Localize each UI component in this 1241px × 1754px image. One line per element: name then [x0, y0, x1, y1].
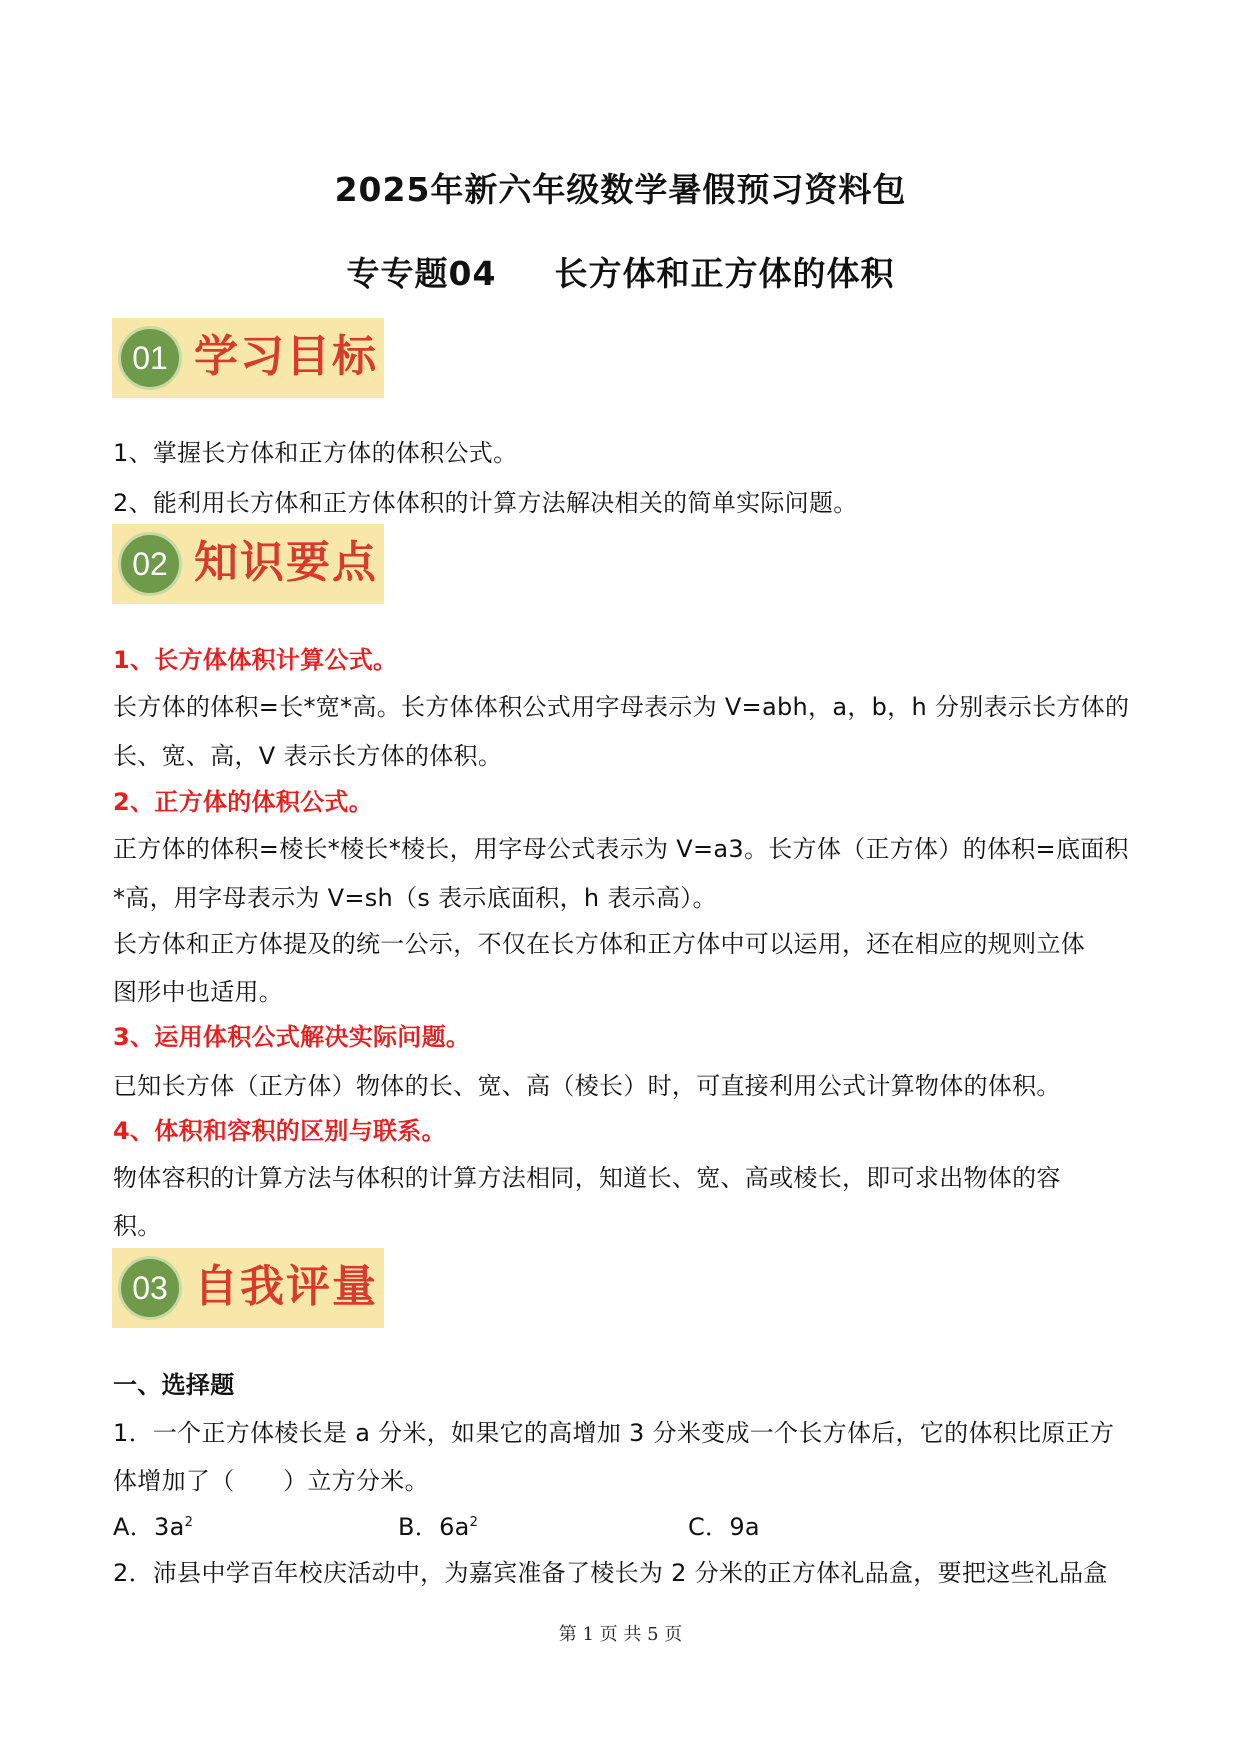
point-text: 已知长方体（正方体）物体的长、宽、高（棱长）时，可直接利用公式计算物体的体积。 — [113, 1072, 1061, 1100]
document-subtitle — [0, 248, 1241, 295]
option-c[interactable]: C．9a — [688, 1513, 760, 1541]
point-text: *高，用字母表示为 V=sh（s 表示底面积，h 表示高）。 — [113, 884, 717, 912]
point-heading: 2、正方体的体积公式。 — [113, 788, 373, 816]
point-text: 正方体的体积=棱长*棱长*棱长，用字母公式表示为 V=a3。长方体（正方体）的体积=底面积 — [113, 835, 1129, 863]
point-text: 长、宽、高，V 表示长方体的体积。 — [113, 742, 503, 770]
point-text: 积。 — [113, 1212, 162, 1240]
option-a[interactable]: A．$3a^2$ — [113, 1513, 194, 1541]
section-header-goals — [112, 318, 384, 398]
section-number-badge: 03 — [118, 1256, 182, 1320]
topic-title: 长方体和正方体的体积 — [554, 254, 895, 293]
section-header-self-assessment — [112, 1248, 384, 1328]
question-2-text: 2．沛县中学百年校庆活动中，为嘉宾准备了棱长为 2 分米的正方体礼品盒，要把这些礼品盒 — [113, 1559, 1108, 1587]
point-text: 图形中也适用。 — [113, 978, 284, 1006]
point-text: 长方体的体积=长*宽*高。长方体体积公式用字母表示为 V=abh，a，b，h 分别表示长方体的 — [113, 693, 1130, 721]
goal-item: 1、掌握长方体和正方体的体积公式。 — [113, 439, 518, 467]
option-b[interactable]: B．$6a^2$ — [398, 1513, 479, 1541]
exercise-heading: 一、选择题 — [113, 1371, 235, 1399]
point-heading: 1、长方体体积计算公式。 — [113, 646, 398, 674]
point-heading: 4、体积和容积的区别与联系。 — [113, 1117, 446, 1145]
section-number-badge: 01 — [118, 326, 182, 390]
point-text: 长方体和正方体提及的统一公示，不仅在长方体和正方体中可以运用，还在相应的规则立体 — [113, 930, 1085, 958]
section-number-badge: 02 — [118, 532, 182, 596]
point-text: 物体容积的计算方法与体积的计算方法相同，知道长、宽、高或棱长，即可求出物体的容 — [113, 1164, 1061, 1192]
goal-item: 2、能利用长方体和正方体体积的计算方法解决相关的简单实际问题。 — [113, 489, 858, 517]
section-label: 自我评量 — [194, 1261, 378, 1312]
section-label: 知识要点 — [194, 537, 378, 588]
question-1-text: 1．一个正方体棱长是 a 分米，如果它的高增加 3 分米变成一个长方体后，它的体积比原正方 — [113, 1419, 1115, 1447]
section-header-points — [112, 524, 384, 604]
section-label: 学习目标 — [194, 331, 378, 382]
question-1-text: 体增加了（ ）立方分米。 — [113, 1467, 429, 1495]
document-title: 2025年新六年级数学暑假预习资料包 — [334, 170, 907, 209]
page-footer: 第 1 页 共 5 页 — [558, 1624, 683, 1645]
topic-number: 专专题04 — [346, 254, 497, 293]
point-heading: 3、运用体积公式解决实际问题。 — [113, 1023, 471, 1051]
